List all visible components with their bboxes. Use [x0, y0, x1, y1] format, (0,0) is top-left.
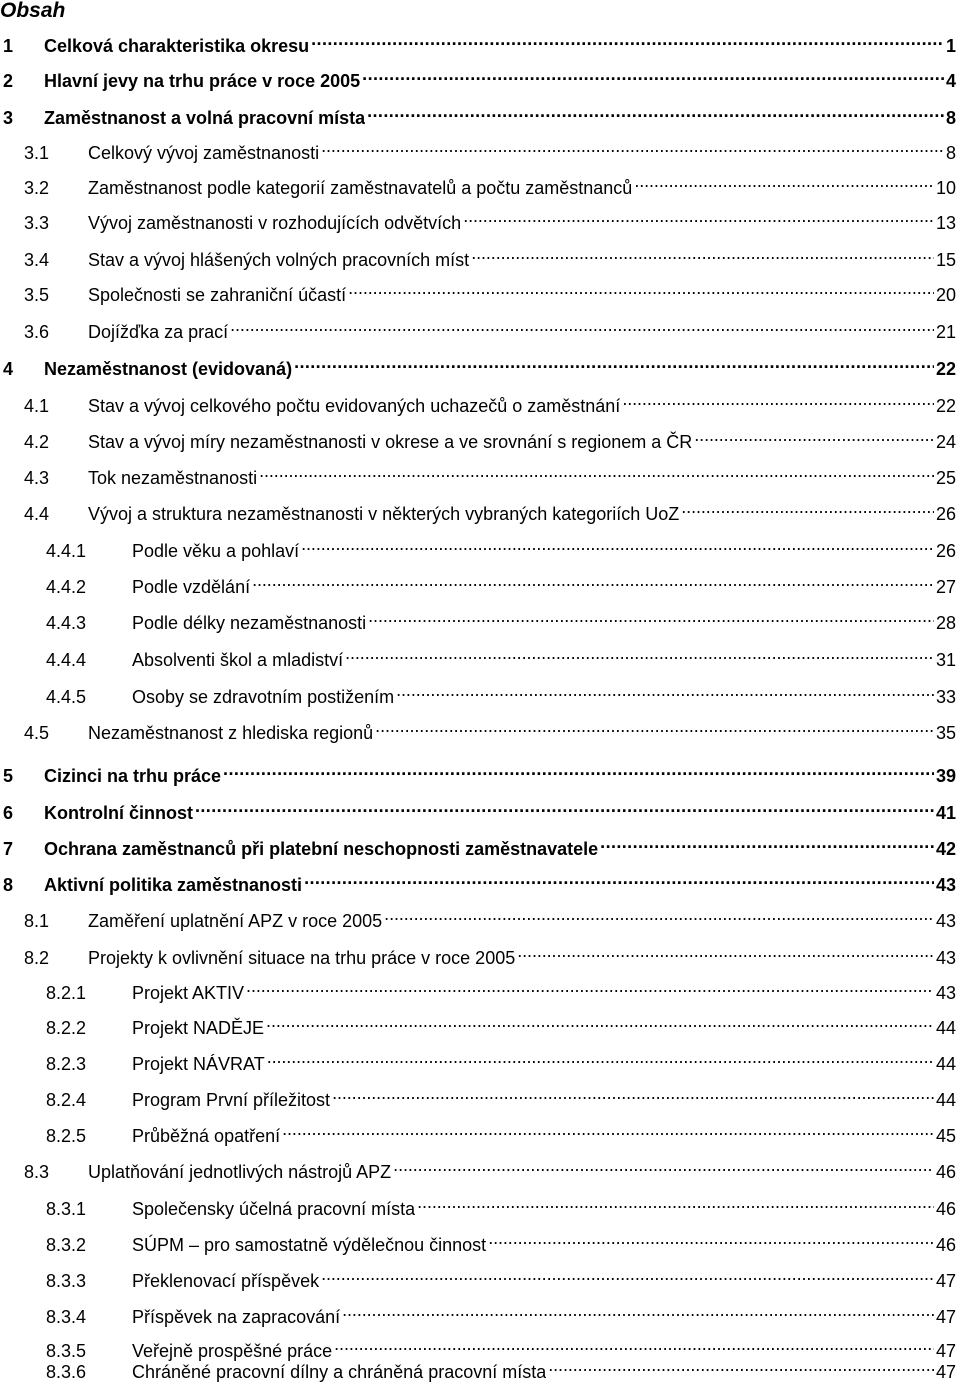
- toc-entry[interactable]: [0, 275, 960, 305]
- toc-entry-page: 26: [935, 541, 956, 561]
- toc-entry[interactable]: [0, 1116, 960, 1146]
- toc-entry-title: Projekt NÁVRAT: [132, 1054, 265, 1074]
- toc-entry-title: Aktivní politika zaměstnanosti: [44, 875, 303, 895]
- toc-entry-page: 45: [935, 1126, 956, 1146]
- dot-leader: [345, 640, 934, 666]
- dot-leader: [681, 494, 934, 520]
- toc-entry-title: Podle věku a pohlaví: [132, 541, 300, 561]
- dot-leader: [348, 275, 934, 301]
- toc-entry-page: 44: [935, 1054, 956, 1074]
- dot-leader: [321, 133, 944, 159]
- toc-entry[interactable]: [0, 458, 960, 488]
- toc-entry-page: 20: [935, 285, 956, 305]
- toc-entry[interactable]: [0, 494, 960, 524]
- toc-entry-page: 43: [935, 948, 956, 968]
- toc-entry-page: 10: [935, 178, 956, 198]
- dot-leader: [417, 1189, 934, 1215]
- toc-entry[interactable]: [0, 240, 960, 270]
- toc-entry[interactable]: [0, 567, 960, 597]
- toc-entry[interactable]: [0, 61, 960, 91]
- toc-entry-page: 33: [935, 687, 956, 707]
- toc-entry-page: 8: [945, 108, 956, 128]
- toc-entry[interactable]: [0, 1261, 960, 1291]
- toc-entry-title: SÚPM – pro samostatně výdělečnou činnost: [132, 1235, 487, 1255]
- toc-entry[interactable]: [0, 713, 960, 743]
- toc-entry-page: 22: [935, 359, 956, 379]
- toc-entry-title: Chráněné pracovní dílny a chráněná pracovní místa: [132, 1362, 547, 1382]
- toc-entry-number: 4.5: [24, 723, 50, 743]
- toc-entry-title: Společnosti se zahraniční účastí: [88, 285, 347, 305]
- toc-entry-page: 4: [945, 71, 956, 91]
- dot-leader: [321, 1261, 934, 1287]
- toc-entry-page: 1: [945, 36, 956, 56]
- toc-entry-page: 47: [935, 1271, 956, 1291]
- toc-entry-number: 4.4.1: [46, 541, 87, 561]
- toc-entry-page: 47: [935, 1341, 956, 1361]
- toc-entry-number: 3: [3, 108, 14, 128]
- toc-entry-number: 4.4.3: [46, 613, 87, 633]
- toc-entry-title: Příspěvek na zapracování: [132, 1307, 341, 1327]
- dot-leader: [463, 203, 934, 229]
- toc-entry[interactable]: [0, 677, 960, 707]
- toc-entry-title: Nezaměstnanost (evidovaná): [44, 359, 293, 379]
- toc-entry-number: 1: [3, 36, 14, 56]
- dot-leader: [223, 756, 934, 782]
- toc-entry-page: 21: [935, 322, 956, 342]
- toc-entry-page: 46: [935, 1162, 956, 1182]
- toc-entry-number: 8.2.5: [46, 1126, 87, 1146]
- toc-entry-number: 4.4.4: [46, 650, 87, 670]
- toc-entry-number: 8.1: [24, 911, 50, 931]
- toc-entry-title: Zaměstnanost podle kategorií zaměstnavatelů a počtu zaměstnanců: [88, 178, 633, 198]
- toc-entry-number: 3.4: [24, 250, 50, 270]
- toc-entry[interactable]: [0, 1080, 960, 1110]
- dot-leader: [332, 1080, 934, 1106]
- toc-entry-number: 4.1: [24, 396, 50, 416]
- toc-entry[interactable]: [0, 98, 960, 128]
- toc-entry-number: 3.1: [24, 143, 50, 163]
- toc-entry-title: Absolventi škol a mladiství: [132, 650, 344, 670]
- toc-entry[interactable]: [0, 312, 960, 342]
- toc-entry[interactable]: [0, 26, 960, 56]
- dot-leader: [230, 312, 934, 338]
- dot-leader: [471, 240, 934, 266]
- toc-entry[interactable]: [0, 938, 960, 968]
- toc-entry-title: Cizinci na trhu práce: [44, 766, 222, 786]
- toc-entry-number: 8.3.4: [46, 1307, 87, 1327]
- toc-entry-title: Stav a vývoj hlášených volných pracovních míst: [88, 250, 470, 270]
- toc-entry-page: 8: [945, 143, 956, 163]
- toc-entry-page: 47: [935, 1362, 956, 1382]
- toc-entry[interactable]: [0, 756, 960, 786]
- toc-entry-page: 43: [935, 911, 956, 931]
- toc-entry[interactable]: [0, 640, 960, 670]
- toc-entry-number: 8.3.3: [46, 1271, 87, 1291]
- toc-entry-page: 43: [935, 875, 956, 895]
- toc-entry[interactable]: [0, 422, 960, 452]
- dot-leader: [304, 865, 934, 891]
- toc-entry-number: 8.2.4: [46, 1090, 87, 1110]
- toc-entry-page: 24: [935, 432, 956, 452]
- toc-entry-number: 4.2: [24, 432, 50, 452]
- toc-entry-number: 8.2.2: [46, 1018, 87, 1038]
- dot-leader: [362, 61, 944, 87]
- toc-entry-number: 7: [3, 839, 14, 859]
- dot-leader: [694, 422, 934, 448]
- toc-entry-title: Program První příležitost: [132, 1090, 331, 1110]
- dot-leader: [517, 938, 934, 964]
- toc-entry-page: 13: [935, 213, 956, 233]
- toc-entry-number: 4: [3, 359, 14, 379]
- toc-entry-number: 3.6: [24, 322, 50, 342]
- toc-entry-number: 8.3.1: [46, 1199, 87, 1219]
- toc-entry-page: 44: [935, 1018, 956, 1038]
- toc-entry-number: 3.3: [24, 213, 50, 233]
- toc-entry-number: 8.2: [24, 948, 50, 968]
- toc-entry-page: 46: [935, 1235, 956, 1255]
- toc-entry-title: Projekt NADĚJE: [132, 1018, 265, 1038]
- toc-entry-page: 42: [935, 839, 956, 859]
- toc-entry-title: Uplatňování jednotlivých nástrojů APZ: [88, 1162, 392, 1182]
- toc-entry[interactable]: [0, 133, 960, 163]
- toc-entry-number: 8.3.2: [46, 1235, 87, 1255]
- toc-entry-page: 47: [935, 1307, 956, 1327]
- dot-leader: [311, 26, 944, 52]
- toc-entry-title: Veřejně prospěšné práce: [132, 1341, 333, 1361]
- toc-entry-number: 4.3: [24, 468, 50, 488]
- toc-entry-title: Společensky účelná pracovní místa: [132, 1199, 416, 1219]
- toc-entry-title: Vývoj a struktura nezaměstnanosti v některých vybraných kategoriích UoZ: [88, 504, 680, 524]
- toc-entry-title: Kontrolní činnost: [44, 803, 193, 823]
- toc-entry-title: Celková charakteristika okresu: [44, 36, 310, 56]
- toc-entry[interactable]: [0, 1225, 960, 1255]
- toc-entry-title: Podle délky nezaměstnanosti: [132, 613, 367, 633]
- toc-entry[interactable]: [0, 1297, 960, 1327]
- toc-entry-title: Stav a vývoj celkového počtu evidovaných uchazečů o zaměstnání: [88, 396, 621, 416]
- toc-entry-number: 5: [3, 766, 14, 786]
- dot-leader: [548, 1352, 934, 1378]
- toc-entry-title: Ochrana zaměstnanců při platební neschopnosti zaměstnavatele: [44, 839, 599, 859]
- toc-entry-page: 26: [935, 504, 956, 524]
- toc-entry-title: Stav a vývoj míry nezaměstnanosti v okrese a ve srovnání s regionem a ČR: [88, 432, 693, 452]
- toc-entry[interactable]: [0, 829, 960, 859]
- toc-entry[interactable]: [0, 1189, 960, 1219]
- toc-entry-page: 22: [935, 396, 956, 416]
- toc-entry-number: 8.3.6: [46, 1362, 87, 1382]
- toc-entry-title: Překlenovací příspěvek: [132, 1271, 320, 1291]
- toc-entry-number: 2: [3, 71, 14, 91]
- toc-entry-page: 27: [935, 577, 956, 597]
- toc-entry[interactable]: [0, 168, 960, 198]
- dot-leader: [195, 793, 934, 819]
- toc-entry-number: 3.2: [24, 178, 50, 198]
- toc-entry-title: Nezaměstnanost z hlediska regionů: [88, 723, 374, 743]
- toc-entry-number: 8: [3, 875, 14, 895]
- toc-entry-title: Projekt AKTIV: [132, 983, 245, 1003]
- toc-entry-number: 8.2.1: [46, 983, 87, 1003]
- toc-entry-number: 8.3.5: [46, 1341, 87, 1361]
- dot-leader: [622, 386, 934, 412]
- toc-entry[interactable]: [0, 1044, 960, 1074]
- dot-leader: [375, 713, 934, 739]
- toc-entry-page: 15: [935, 250, 956, 270]
- toc-entry-number: 4.4.5: [46, 687, 87, 707]
- page-title: Obsah: [0, 0, 66, 22]
- toc-entry[interactable]: [0, 603, 960, 633]
- dot-leader: [396, 677, 934, 703]
- toc-entry[interactable]: [0, 973, 960, 1003]
- toc-entry-page: 41: [935, 803, 956, 823]
- toc-entry-number: 8.3: [24, 1162, 50, 1182]
- dot-leader: [634, 168, 934, 194]
- toc-entry-page: 46: [935, 1199, 956, 1219]
- toc-entry-number: 6: [3, 803, 14, 823]
- dot-leader: [246, 973, 934, 999]
- toc-entry-title: Hlavní jevy na trhu práce v roce 2005: [44, 71, 361, 91]
- toc-entry-title: Osoby se zdravotním postižením: [132, 687, 395, 707]
- toc-entry[interactable]: [0, 386, 960, 416]
- toc-entry-title: Zaměření uplatnění APZ v roce 2005: [88, 911, 383, 931]
- toc-entry-number: 8.2.3: [46, 1054, 87, 1074]
- dot-leader: [488, 1225, 934, 1251]
- toc-entry-page: 43: [935, 983, 956, 1003]
- dot-leader: [367, 98, 944, 124]
- toc-entry-page: 25: [935, 468, 956, 488]
- toc-entry[interactable]: [0, 901, 960, 931]
- toc-entry-title: Zaměstnanost a volná pracovní místa: [44, 108, 366, 128]
- dot-leader: [384, 901, 934, 927]
- toc-entry-title: Projekty k ovlivnění situace na trhu práce v roce 2005: [88, 948, 516, 968]
- dot-leader: [259, 458, 934, 484]
- toc-entry-number: 3.5: [24, 285, 50, 305]
- dot-leader: [368, 603, 934, 629]
- toc-entry-title: Vývoj zaměstnanosti v rozhodujících odvětvích: [88, 213, 462, 233]
- dot-leader: [267, 1044, 934, 1070]
- dot-leader: [252, 567, 934, 593]
- dot-leader: [393, 1152, 934, 1178]
- toc-entry[interactable]: [0, 1152, 960, 1182]
- toc-entry-page: 44: [935, 1090, 956, 1110]
- toc-entry-page: 39: [935, 766, 956, 786]
- toc-entry[interactable]: [0, 531, 960, 561]
- toc-entry-page: 35: [935, 723, 956, 743]
- toc-entry-title: Celkový vývoj zaměstnanosti: [88, 143, 320, 163]
- toc-entry-page: 31: [935, 650, 956, 670]
- toc-entry-number: 4.4: [24, 504, 50, 524]
- toc-entry-title: Průběžná opatření: [132, 1126, 281, 1146]
- dot-leader: [301, 531, 934, 557]
- dot-leader: [342, 1297, 934, 1323]
- toc-entry-title: Podle vzdělání: [132, 577, 251, 597]
- dot-leader: [600, 829, 934, 855]
- toc-entry-number: 4.4.2: [46, 577, 87, 597]
- toc-entry[interactable]: [0, 865, 960, 895]
- toc-entry-title: Dojížďka za prací: [88, 322, 229, 342]
- toc-entry[interactable]: [0, 1008, 960, 1038]
- toc-entry[interactable]: [0, 203, 960, 233]
- toc-entry[interactable]: [0, 1352, 960, 1382]
- dot-leader: [282, 1116, 934, 1142]
- dot-leader: [266, 1008, 934, 1034]
- toc-entry-page: 28: [935, 613, 956, 633]
- toc-entry-title: Tok nezaměstnanosti: [88, 468, 258, 488]
- dot-leader: [294, 349, 934, 375]
- toc-entry[interactable]: [0, 349, 960, 379]
- toc-entry[interactable]: [0, 793, 960, 823]
